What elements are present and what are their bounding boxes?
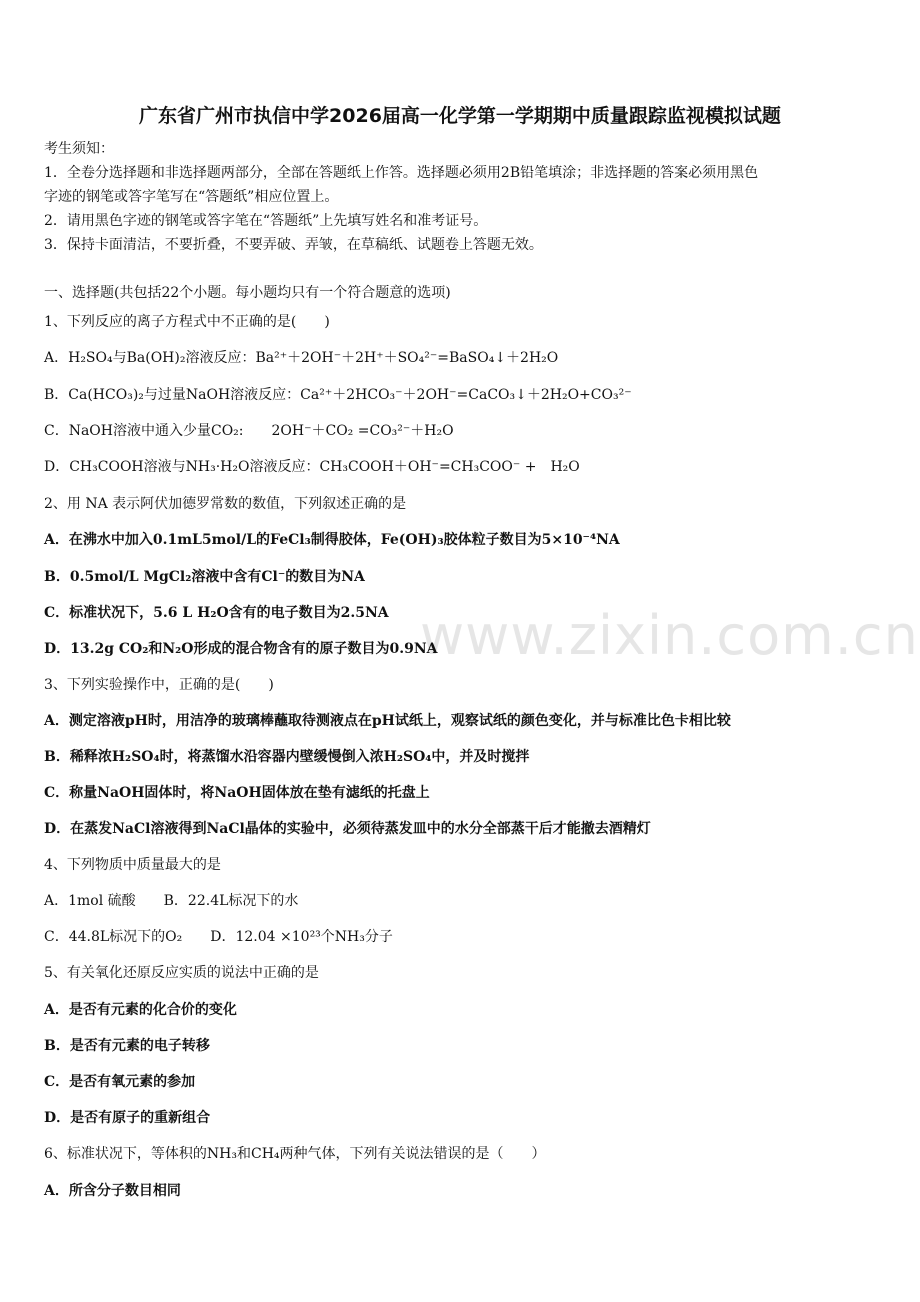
option-1c: C．NaOH溶液中通入少量CO₂: 2OH⁻＋CO₂ =CO₃²⁻＋H₂O bbox=[44, 423, 454, 439]
option-6a: A．所含分子数目相同 bbox=[44, 1183, 181, 1199]
option-5c: C．是否有氧元素的参加 bbox=[44, 1074, 196, 1090]
question-3: 3、下列实验操作中，正确的是( ) bbox=[44, 677, 274, 693]
option-4ab: A．1mol 硫酸 B．22.4L标况下的水 bbox=[44, 893, 299, 909]
option-2d: D．13.2g CO₂和N₂O形成的混合物含有的原子数目为0.9NA bbox=[44, 641, 438, 657]
question-4: 4、下列物质中质量最大的是 bbox=[44, 857, 221, 873]
option-1d: D．CH₃COOH溶液与NH₃·H₂O溶液反应：CH₃COOH＋OH⁻=CH₃COO⁻ + H₂O bbox=[44, 459, 580, 475]
option-5a: A．是否有元素的化合价的变化 bbox=[44, 1002, 237, 1018]
question-1: 1、下列反应的离子方程式中不正确的是( ) bbox=[44, 314, 330, 330]
question-5: 5、有关氧化还原反应实质的说法中正确的是 bbox=[44, 965, 319, 981]
option-3d: D．在蒸发NaCl溶液得到NaCl晶体的实验中，必须待蒸发皿中的水分全部蒸干后才能撤去酒精灯 bbox=[44, 821, 651, 837]
notice-line: 1．全卷分选择题和非选择题两部分，全部在答题纸上作答。选择题必须用2B铅笔填涂；非选择题的答案必须用黑色 bbox=[44, 165, 759, 181]
watermark: www.zixin.com.cn bbox=[420, 604, 919, 667]
page-title: 广东省广州市执信中学2026届高一化学第一学期期中质量跟踪监视模拟试题 bbox=[139, 105, 781, 127]
option-3a: A．测定溶液pH时，用洁净的玻璃棒蘸取待测液点在pH试纸上，观察试纸的颜色变化，并与标准比色卡相比较 bbox=[44, 713, 731, 729]
option-1a: A．H₂SO₄与Ba(OH)₂溶液反应：Ba²⁺＋2OH⁻＋2H⁺＋SO₄²⁻=BaSO₄↓＋2H₂O bbox=[44, 350, 559, 366]
notice-line: 2．请用黑色字迹的钢笔或答字笔在“答题纸”上先填写姓名和准考证号。 bbox=[44, 213, 488, 229]
option-4cd: C．44.8L标况下的O₂ D．12.04 ×10²³个NH₃分子 bbox=[44, 929, 393, 945]
option-2b: B．0.5mol/L MgCl₂溶液中含有Cl⁻的数目为NA bbox=[44, 569, 365, 585]
option-2c: C．标准状况下，5.6 L H₂O含有的电子数目为2.5NA bbox=[44, 605, 389, 621]
option-2a: A．在沸水中加入0.1mL5mol/L的FeCl₃制得胶体，Fe(OH)₃胶体粒子数目为5×10⁻⁴NA bbox=[44, 532, 620, 548]
option-1b: B．Ca(HCO₃)₂与过量NaOH溶液反应：Ca²⁺＋2HCO₃⁻＋2OH⁻=CaCO₃↓＋2H₂O+CO₃²⁻ bbox=[44, 387, 632, 403]
question-6: 6、标准状况下，等体积的NH₃和CH₄两种气体，下列有关说法错误的是（ ） bbox=[44, 1146, 546, 1162]
question-2: 2、用 NA 表示阿伏加德罗常数的数值，下列叙述正确的是 bbox=[44, 496, 407, 512]
option-3c: C．称量NaOH固体时，将NaOH固体放在垫有滤纸的托盘上 bbox=[44, 785, 430, 801]
notice-line: 字迹的钢笔或答字笔写在“答题纸”相应位置上。 bbox=[44, 189, 339, 205]
section-heading: 一、选择题(共包括22个小题。每小题均只有一个符合题意的选项) bbox=[44, 285, 451, 301]
option-3b: B．稀释浓H₂SO₄时，将蒸馏水沿容器内壁缓慢倒入浓H₂SO₄中，并及时搅拌 bbox=[44, 749, 530, 765]
notice-heading: 考生须知： bbox=[44, 141, 114, 157]
option-5b: B．是否有元素的电子转移 bbox=[44, 1038, 210, 1054]
option-5d: D．是否有原子的重新组合 bbox=[44, 1110, 211, 1126]
notice-line: 3．保持卡面清洁，不要折叠，不要弄破、弄皱，在草稿纸、试题卷上答题无效。 bbox=[44, 237, 543, 253]
